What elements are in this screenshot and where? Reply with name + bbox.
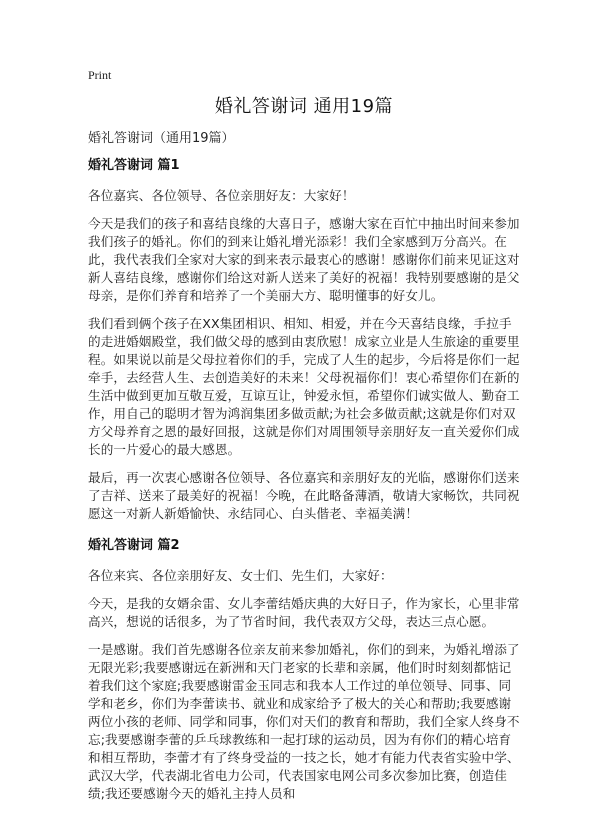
paragraph: 今天，是我的女婿余雷、女儿李蕾结婚庆典的大好日子，作为家长，心里非常高兴，想说的话很多，为了节省时间，我代表双方父母，表达三点心愿。 — [88, 596, 520, 629]
section-heading: 婚礼答谢词 篇2 — [88, 538, 180, 553]
print-link[interactable]: Print — [88, 68, 112, 82]
paragraph: 各位来宾、各位亲朋好友、女士们、先生们，大家好： — [88, 568, 393, 583]
paragraph: 今天是我们的孩子和喜结良缘的大喜日子，感谢大家在百忙中抽出时间来参加我们孩子的婚礼。你们的到来让婚礼增光添彩！我们全家感到万分高兴。在此，我代表我们全家对大家的到来表示最衷心的感谢！感谢你们前来见证这对新人喜结良缘，感谢你们给这对新人送来了美好的祝福！我特别要感谢的是父母亲，是你们养育和培养了一个美丽大方、聪明懂事的好女儿。 — [88, 216, 520, 303]
page-title: 婚礼答谢词 通用19篇 — [214, 96, 394, 117]
paragraph: 各位嘉宾、各位领导、各位亲朋好友：大家好！ — [88, 188, 355, 203]
document-subtitle: 婚礼答谢词（通用19篇） — [88, 131, 235, 146]
section-2 — [88, 537, 520, 803]
paragraph: 我们看到俩个孩子在XX集团相识、相知、相爱，并在今天喜结良缘，手拉手的走进婚姻殿堂，我们做父母的感到由衷欣慰！成家立业是人生旅途的重要里程。如果说以前是父母拉着你们的手，完成了人生的起步，今后将是你们一起牵手，去经营人生、去创造美好的未来！父母祝福你们！衷心希望你们在新的生活中做到更加互敬互爱，互谅互让，钟爱永恒，希望你们诚实做人、勤奋工作，用自己的聪明才智为鸿润集团多做贡献;为社会多做贡献;这就是你们对双方父母养育之恩的最好回报，这就是你们对周围领导亲朋好友一直关爱你们成长的一片爱心的最大感恩。 — [88, 316, 520, 457]
paragraph: 一是感谢。我们首先感谢各位亲友前来参加婚礼，你们的到来，为婚礼增添了无限光彩;我要感谢远在新洲和天门老家的长辈和亲属，他们时时刻刻都惦记着我们这个家庭;我要感谢雷金玉同志和我本人工作过的单位领导、同事、同学和老乡，你们为李蕾读书、就业和成家给予了极大的关心和帮助;我要感谢两位小孩的老师、同学和同事，你们对天们的教育和帮助，我们全家人终身不忘;我要感谢李蕾的乒乓球教练和一起打球的运动员，因为有你们的精心培育和相互帮助，李蕾才有了终身受益的一技之长，她才有能力代表省实验中学、武汉大学，代表湖北省电力公司，代表国家电网公司多次参加比赛，创造佳绩;我还要感谢今天的婚礼主持人员和 — [88, 642, 520, 801]
section-heading: 婚礼答谢词 篇1 — [88, 158, 180, 173]
section-1 — [88, 157, 520, 523]
paragraph: 最后，再一次衷心感谢各位领导、各位嘉宾和亲朋好友的光临，感谢你们送来了吉祥、送来了最美好的祝福！今晚，在此略备薄酒，敬请大家畅饮，共同祝愿这一对新人新婚愉快、永结同心、白头偕老、幸福美满！ — [88, 470, 520, 521]
document-body — [88, 157, 520, 813]
